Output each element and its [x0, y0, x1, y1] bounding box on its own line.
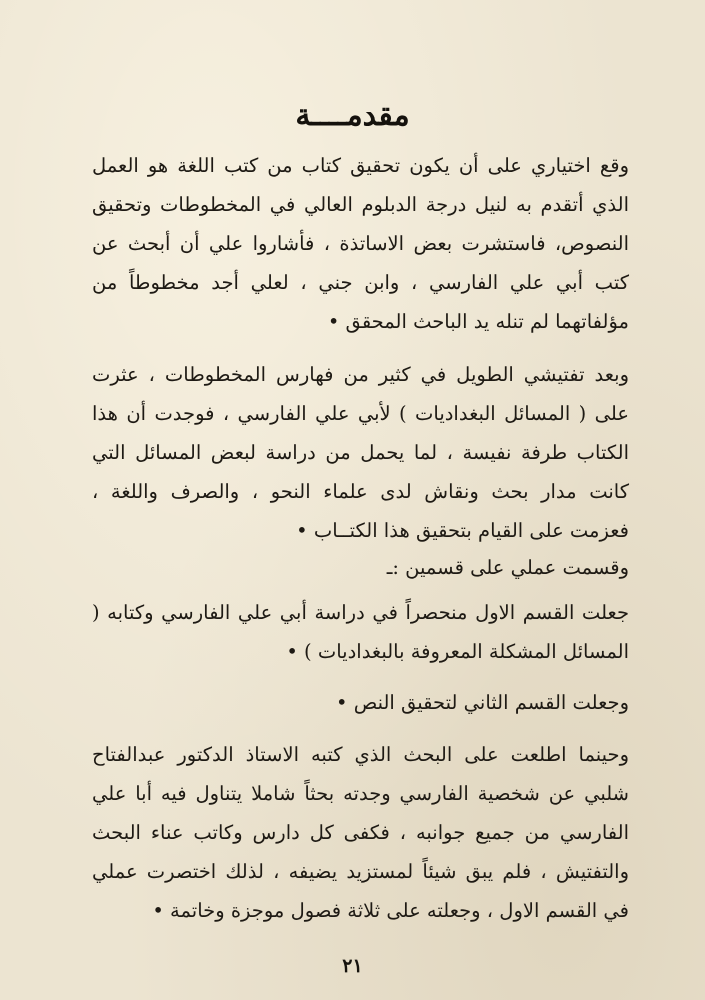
- paragraph-text: جعلت القسم الاول منحصراً في دراسة أبي علي الفارسي وكتابه ( المسائل المشكلة المعروفة بالبغداديات ) •: [92, 601, 629, 663]
- paragraph-text: وبعد تفتيشي الطويل في كثير من فهارس المخطوطات ، عثرت على ( المسائل البغداديات ) لأبي علي الفارسي ، فوجدت أن هذا الكتاب طرفة نفيسة ، لما يحمل من دراسة لبعض المسائل التي كانت مدار بحث ونقاش لدى علماء النحو ، والصرف واللغة ، فعزمت على القيام بتحقيق هذا الكتــاب •: [92, 363, 629, 542]
- paragraph-second-section: [92, 683, 629, 722]
- page-title: مقدمــــة: [295, 98, 410, 133]
- page-number: ٢١: [342, 955, 363, 977]
- paragraph-manuscript-search: [92, 355, 629, 550]
- paragraph-prior-research: [92, 735, 629, 930]
- paragraph-text: وقع اختياري على أن يكون تحقيق كتاب من كتب اللغة هو العمل الذي أتقدم به لنيل درجة الدبلوم العالي في المخطوطات وتحقيق النصوص، فاستشرت بعض الاساتذة ، فأشاروا علي أن أبحث عن كتب أبي علي الفارسي ، وابن جني ، لعلي أجد مخطوطاً من مؤلفاتهما لم تنله يد الباحث المحقق •: [92, 154, 629, 333]
- paragraph-text: وقسمت عملي على قسمين :ـ: [386, 556, 629, 579]
- paragraph-work-division: [92, 548, 629, 587]
- paragraph-text: وحينما اطلعت على البحث الذي كتبه الاستاذ الدكتور عبدالفتاح شلبي عن شخصية الفارسي وجدته بحثاً شاملا يتناول فيه أبا علي الفارسي من جميع جوانبه ، فكفى كل دارس وكاتب عناء البحث والتفتيش ، فلم يبق شيئاً لمستزيد يضيفه ، لذلك اختصرت عملي في القسم الاول ، وجعلته على ثلاثة فصول موجزة وخاتمة •: [92, 743, 629, 922]
- paragraph-text: وجعلت القسم الثاني لتحقيق النص •: [336, 691, 629, 714]
- paragraph-first-section: [92, 593, 629, 671]
- paragraph-topic-choice: [92, 146, 629, 341]
